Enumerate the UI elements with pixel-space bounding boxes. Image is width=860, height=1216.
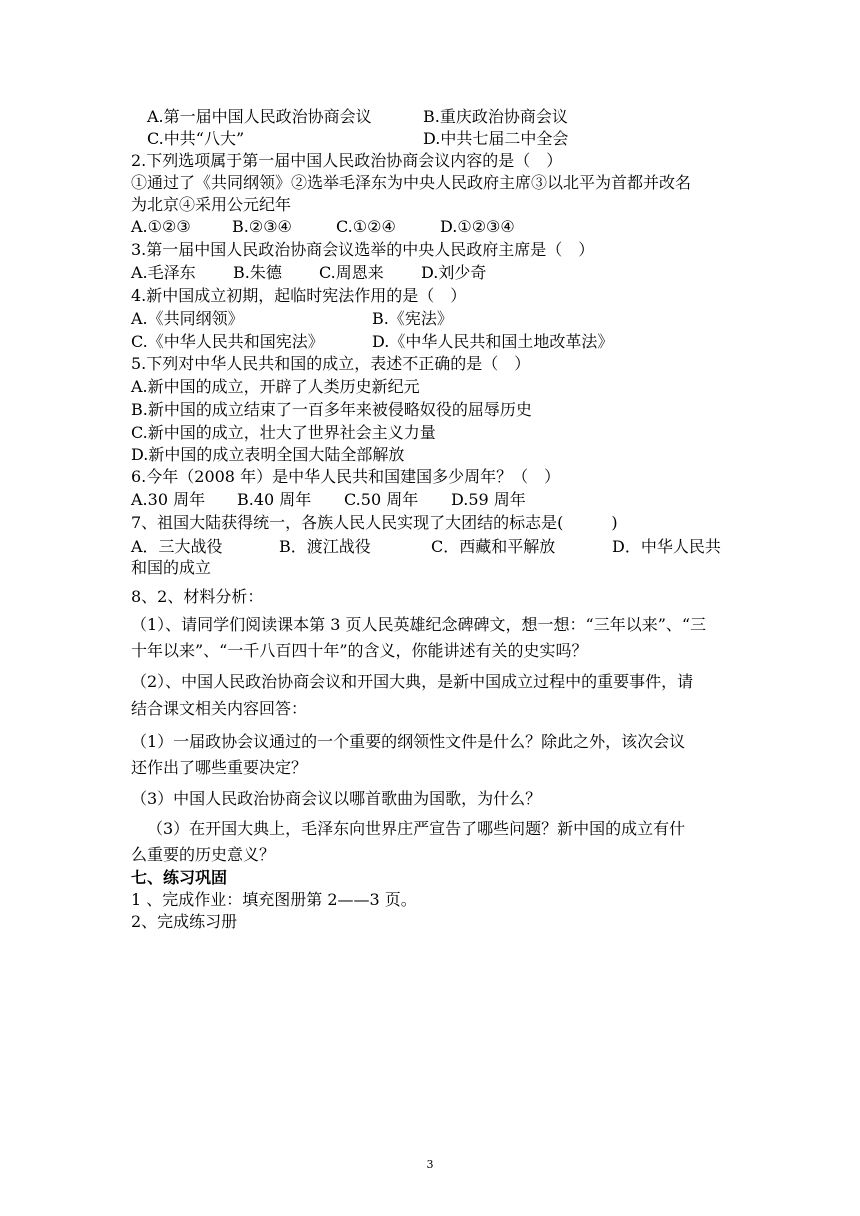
section7-heading: 七、练习巩固 <box>131 868 228 887</box>
q7-option-a: A．三大战役 <box>131 537 223 556</box>
q8-heading: 8、2、材料分析： <box>131 587 264 606</box>
q1-option-b: B.重庆政治协商会议 <box>423 107 568 126</box>
q4-option-a: A.《共同纲领》 <box>131 309 244 328</box>
q3-option-c: C.周恩来 <box>319 263 384 282</box>
q5-option-c: C.新中国的成立，壮大了世界社会主义力量 <box>131 423 436 442</box>
q7-option-d: D．中华人民共 <box>612 537 721 556</box>
q6-option-a: A.30 周年 <box>131 490 206 509</box>
q5-option-d: D.新中国的成立表明全国大陆全部解放 <box>131 445 405 464</box>
q3-option-b: B.朱德 <box>233 263 282 282</box>
q7-option-b: B．渡江战役 <box>279 537 371 556</box>
q3-stem: 3.第一届中国人民政治协商会议选举的中央人民政府主席是（ ） <box>131 240 595 259</box>
q8-p2-line1: （2）、中国人民政治协商会议和开国大典，是新中国成立过程中的重要事件，请 <box>131 672 694 691</box>
q6-stem: 6.今年（2008 年）是中华人民共和国建国多少周年？（ ） <box>131 467 561 486</box>
q8-p4: （3）中国人民政治协商会议以哪首歌曲为国歌，为什么？ <box>131 789 542 808</box>
q1-option-d: D.中共七届二中全会 <box>423 129 569 148</box>
q8-p3-line2: 还作出了哪些重要决定？ <box>131 758 308 777</box>
page-number: 3 <box>426 1158 434 1171</box>
q3-option-d: D.刘少奇 <box>421 263 487 282</box>
q2-items-line2: 为北京④采用公元纪年 <box>131 195 292 214</box>
q5-option-a: A.新中国的成立，开辟了人类历史新纪元 <box>131 377 420 396</box>
q8-p3-line1: （1）一届政协会议通过的一个重要的纲领性文件是什么？除此之外，该次会议 <box>131 732 686 751</box>
q8-p1-line2: 十年以来”、“一千八百四十年”的含义，你能讲述有关的史实吗？ <box>131 641 588 660</box>
q4-option-c: C.《中华人民共和国宪法》 <box>131 332 324 351</box>
q6-option-c: C.50 周年 <box>344 490 419 509</box>
section7-item1: 1 、完成作业：填充图册第 2——3 页。 <box>131 890 417 909</box>
q8-p2-line2: 结合课文相关内容回答： <box>131 699 308 718</box>
q3-option-a: A.毛泽东 <box>131 263 196 282</box>
q7-stem: 7、祖国大陆获得统一，各族人民人民实现了大团结的标志是( ) <box>131 513 618 532</box>
q8-p1-line1: （1）、请同学们阅读课本第 3 页人民英雄纪念碑碑文，想一想：“三年以来”、“三 <box>131 615 707 634</box>
q2-option-a: A.①②③ <box>131 217 191 236</box>
q5-option-b: B.新中国的成立结束了一百多年来被侵略奴役的屈辱历史 <box>131 400 532 419</box>
q7-option-d-wrap: 和国的成立 <box>131 558 212 577</box>
q2-stem: 2.下列选项属于第一届中国人民政治协商会议内容的是（ ） <box>131 151 563 170</box>
q8-p5-line2: 么重要的历史意义？ <box>131 845 276 864</box>
q4-option-d: D.《中华人民共和国土地改革法》 <box>372 332 614 351</box>
q1-option-a: A.第一届中国人民政治协商会议 <box>147 107 372 126</box>
q6-option-d: D.59 周年 <box>451 490 526 509</box>
q8-p5-line1: （3）在开国大典上，毛泽东向世界庄严宣告了哪些问题？新中国的成立有什 <box>147 819 686 838</box>
q2-items-line1: ①通过了《共同纲领》②选举毛泽东为中央人民政府主席③以北平为首都并改名 <box>131 173 692 192</box>
q2-option-b: B.②③④ <box>232 217 292 236</box>
q2-option-c: C.①②④ <box>336 217 396 236</box>
section7-item2: 2、完成练习册 <box>131 912 238 931</box>
q6-option-b: B.40 周年 <box>237 490 312 509</box>
q7-option-c: C．西藏和平解放 <box>431 537 556 556</box>
q4-option-b: B.《宪法》 <box>372 309 453 328</box>
q1-option-c: C.中共“八大” <box>147 129 245 148</box>
q2-option-d: D.①②③④ <box>440 217 515 236</box>
q4-stem: 4.新中国成立初期，起临时宪法作用的是（ ） <box>131 286 467 305</box>
q5-stem: 5.下列对中华人民共和国的成立，表述不正确的是（ ） <box>131 354 531 373</box>
